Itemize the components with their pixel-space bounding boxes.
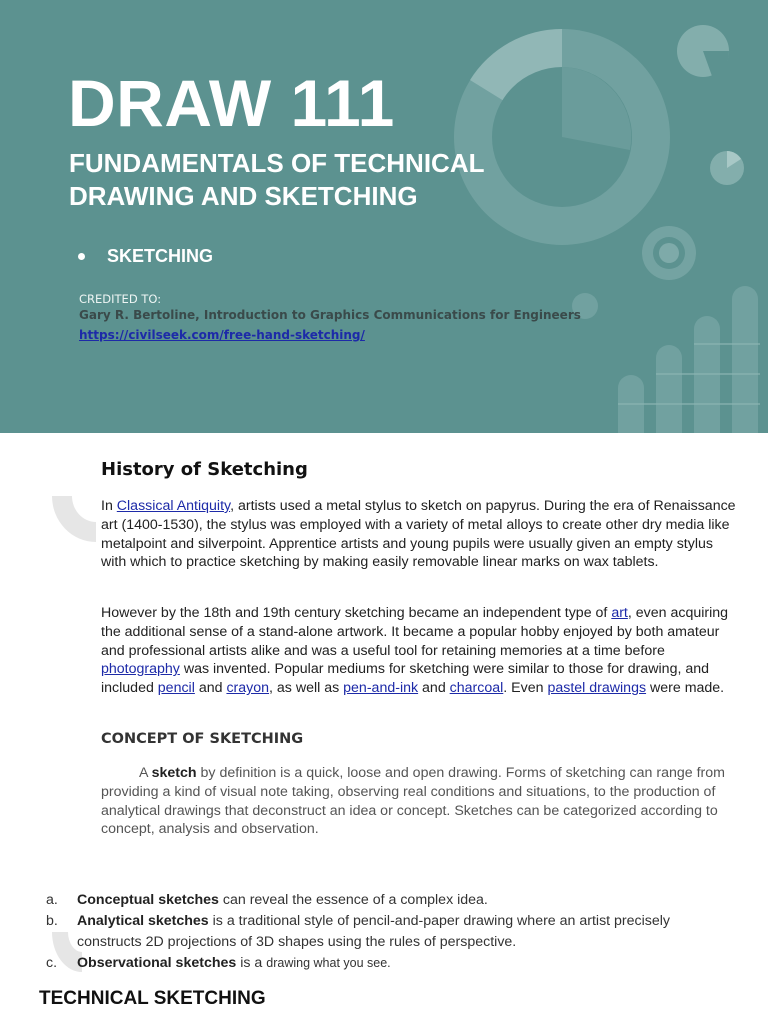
history-heading: History of Sketching — [101, 459, 308, 480]
list-item — [0, 911, 768, 953]
text: and — [194, 680, 227, 697]
subtitle-line-1: FUNDAMENTALS OF TECHNICAL — [69, 148, 485, 178]
link-photography[interactable]: photography — [101, 661, 180, 678]
concept-paragraph — [101, 764, 741, 839]
text: were made. — [646, 680, 725, 697]
link-pastel-drawings[interactable]: pastel drawings — [547, 680, 647, 697]
text: In — [101, 498, 117, 514]
link-crayon[interactable]: crayon — [226, 680, 270, 697]
technical-sketching-heading: TECHNICAL SKETCHING — [39, 988, 266, 1009]
text: , even acquiring the additional sense of a stand-alone artwork. It became a popular hobby enjoyed by both amateur and professional artists alike and was a useful tool for retaining memories at a time before — [101, 605, 729, 659]
topic-bullet — [78, 246, 213, 267]
decorative-shapes — [0, 0, 768, 433]
sketch-types-list — [0, 890, 768, 974]
list-marker: a. — [46, 892, 58, 908]
list-term: Analytical sketches — [77, 913, 209, 929]
list-text: can reveal the essence of a complex idea. — [218, 892, 488, 908]
list-text: is a traditional style of pencil-and-paper drawing where an artist precisely constructs 2D projections of 3D shapes using the rules of perspective. — [77, 913, 671, 950]
bold-term: sketch — [151, 765, 197, 781]
list-item — [0, 890, 768, 911]
link-pencil[interactable]: pencil — [157, 680, 195, 697]
link-art[interactable]: art — [611, 605, 628, 621]
credited-label: CREDITED TO: — [79, 292, 162, 306]
text: A — [139, 765, 152, 781]
list-text-tail: drawing what you see. — [266, 956, 391, 970]
credited-link[interactable]: https://civilseek.com/free-hand-sketching/ — [79, 328, 365, 342]
text: was invented. Popular mediums for sketching were similar to those for drawing, and included — [101, 661, 710, 697]
quarter-circle-decoration — [52, 496, 96, 542]
credited-author: Gary R. Bertoline, Introduction to Graphics Communications for Engineers — [79, 308, 581, 322]
text: . Even — [503, 680, 548, 697]
list-term: Observational sketches — [77, 955, 237, 971]
list-term: Conceptual sketches — [77, 892, 219, 908]
text: However by the 18th and 19th century sketching became an independent type of — [101, 605, 612, 621]
list-item — [0, 953, 768, 974]
text: by definition is a quick, loose and open drawing. Forms of sketching can range from providing a kind of visual note taking, observing real conditions and situations, to the production of analytical drawings that deconstruct an idea or concept. Sketches can be categorized according to concept, analysis and observation. — [101, 765, 725, 838]
text: , artists used a metal stylus to sketch on papyrus. During the era of Renaissance art (1400-1530), the stylus was employed with a variety of metal alloys to create other dry media like metalpoint and silverpoint. Apprentice artists and young pupils were usually given an empty stylus with which to practice sketching by making easily removable linear marks on wax tablets. — [101, 498, 736, 571]
link-pen-and-ink[interactable]: pen-and-ink — [343, 680, 419, 697]
concept-heading: CONCEPT OF SKETCHING — [101, 731, 304, 747]
link-classical-antiquity[interactable]: Classical Antiquity — [116, 498, 231, 514]
course-subtitle — [69, 147, 549, 213]
list-marker: c. — [46, 955, 58, 971]
bullet-icon — [78, 253, 85, 260]
topic-label: SKETCHING — [107, 246, 214, 266]
course-title: DRAW 111 — [68, 66, 395, 140]
list-text: is a — [236, 955, 267, 971]
subtitle-line-2: DRAWING AND SKETCHING — [69, 181, 418, 211]
list-marker: b. — [46, 913, 58, 929]
text: , as well as — [269, 680, 344, 697]
history-paragraph-2 — [101, 604, 741, 698]
text: and — [418, 680, 450, 697]
header-banner — [0, 0, 768, 433]
link-charcoal[interactable]: charcoal — [449, 680, 504, 697]
history-paragraph-1 — [101, 497, 741, 572]
